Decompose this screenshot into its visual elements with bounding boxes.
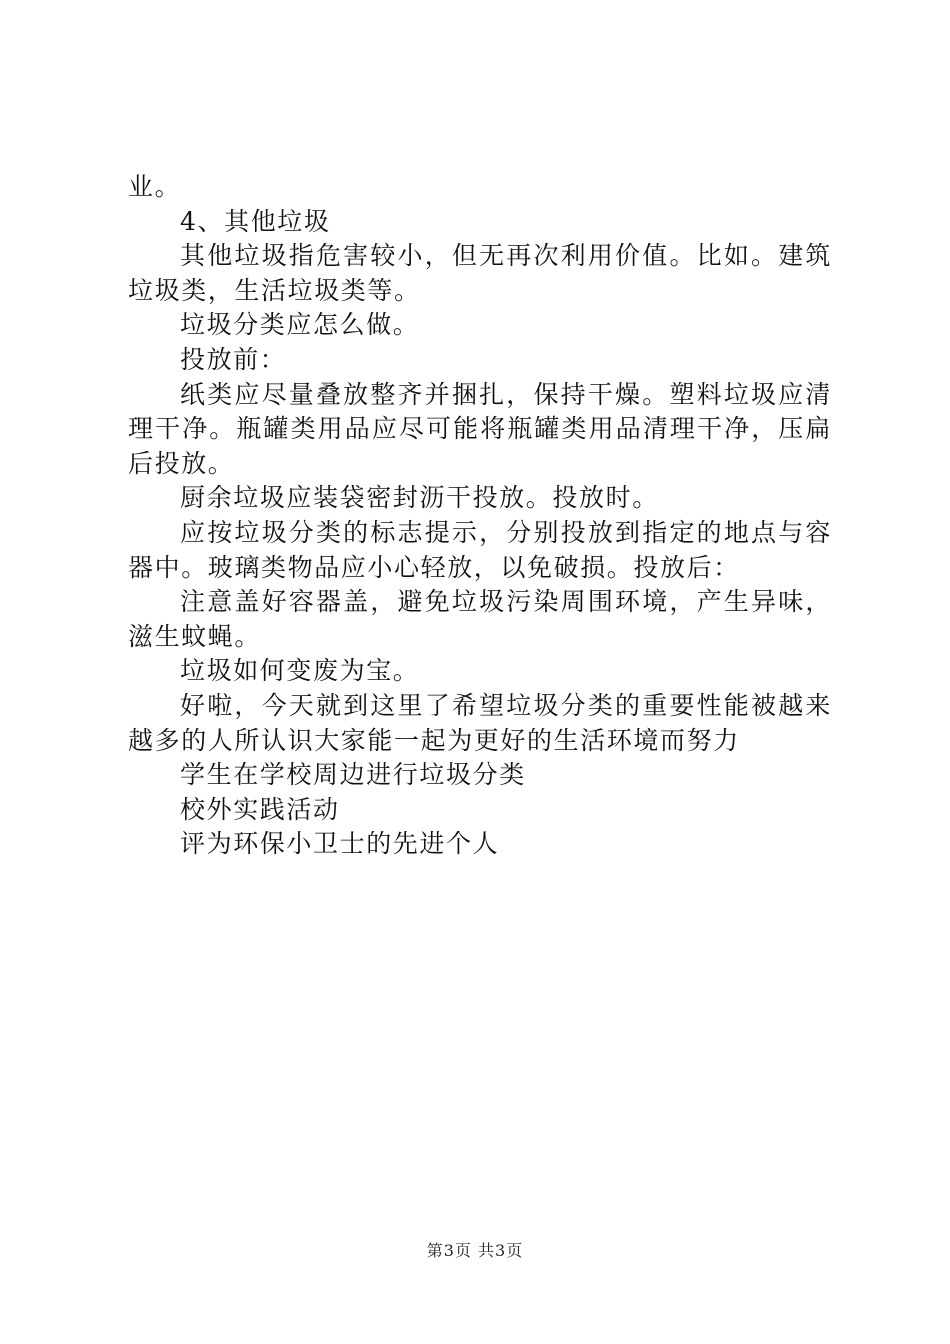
paragraph: 投放前： xyxy=(180,344,287,374)
paragraph: 校外实践活动 xyxy=(180,794,340,824)
paragraph: 业。 xyxy=(128,172,182,201)
paragraph: 垃圾如何变废为宝。 xyxy=(180,656,420,686)
paragraph: 好啦，今天就到这里了希望垃圾分类的重要性能被越来越多的人所认识大家能一起为更好的生活环境而努力 xyxy=(128,690,832,755)
paragraph: 垃圾分类应怎么做。 xyxy=(180,310,420,340)
paragraph: 学生在学校周边进行垃圾分类 xyxy=(180,760,526,790)
paragraph: 评为环保小卫士的先进个人 xyxy=(180,829,500,859)
paragraph: 应按垃圾分类的标志提示，分别投放到指定的地点与容器中。玻璃类物品应小心轻放，以免破损。投放后： xyxy=(128,517,832,582)
paragraph: 纸类应尽量叠放整齐并捆扎，保持干燥。塑料垃圾应清理干净。瓶罐类用品应尽可能将瓶罐类用品清理干净，压扁后投放。 xyxy=(128,379,832,478)
page-number-footer: 第3页 共3页 xyxy=(426,1241,524,1260)
paragraph: 注意盖好容器盖，避免垃圾污染周围环境，产生异味，滋生蚊蝇。 xyxy=(128,587,832,651)
paragraph: 厨余垃圾应装袋密封沥干投放。投放时。 xyxy=(180,483,659,513)
paragraph: 其他垃圾指危害较小，但无再次利用价值。比如。建筑垃圾类，生活垃圾类等。 xyxy=(128,241,832,305)
section-heading-other-waste: 4、其他垃圾 xyxy=(180,206,331,236)
document-body xyxy=(128,170,832,862)
